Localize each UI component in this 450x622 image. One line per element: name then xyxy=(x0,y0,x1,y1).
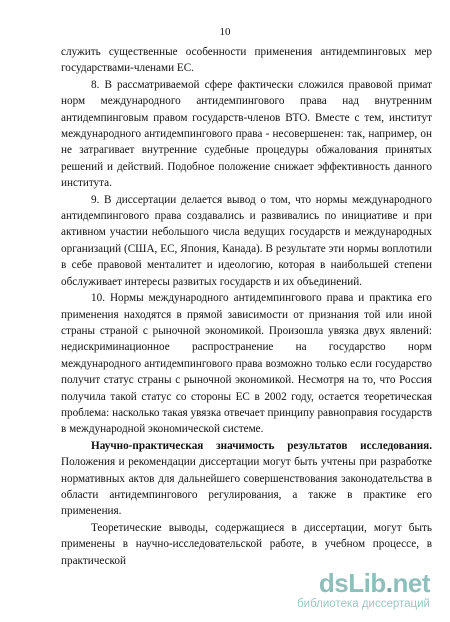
paragraph-5 xyxy=(61,438,432,520)
dslib-watermark xyxy=(255,568,430,614)
paragraph-1: служить существенные особенности применения антидемпинговых мер государствами-членами ЕС. xyxy=(61,46,432,75)
page-number: 10 xyxy=(219,26,231,38)
paragraph-6: Теоретические выводы, содержащиеся в диссертации, могут быть применены в научно-исследовательской работе, в учебном процессе, в практической xyxy=(61,521,432,567)
paragraph-2: 8. В рассматриваемой сфере фактически сложился правовой примат норм международного антидемпингового права над внутренним антидемпинговым правом государств-членов ВТО. Вместе с тем, институт международного антидемпингового права - несовершенен: так, например, он не затрагивает внутренние судебные процедуры обжалования принятых решений и действий. Подобное положение снижает эффективность данного института. xyxy=(61,78,432,190)
dslib-logo: dsLib.net xyxy=(318,568,430,598)
dslib-subtitle: библиотека диссертаций xyxy=(297,598,430,610)
paragraph-4: 10. Нормы международного антидемпингового права и практика его применения находятся в прямой зависимости от признания той или иной страны страной с рыночной экономикой. Произошла увязка двух явлений: недискриминационное распространение на государство норм международного антидемпингового права возможно только если государство получит статус страны с рыночной экономикой. Несмотря на то, что Россия получила такой статус со стороны ЕС в 2002 году, остается теоретическая проблема: насколько такая увязка отвечает принципу равноправия государств в международной экономической системе. xyxy=(61,292,432,436)
paragraph-3: 9. В диссертации делается вывод о том, что нормы международного антидемпингового права создавались и развивались по инициативе и при активном участии небольшого числа ведущих государств и международных организаций (США, ЕС, Япония, Канада). В результате эти нормы воплотили в себе правовой менталитет и идеологию, которая в наибольшей степени обслуживает интересы развитых государств и их объединений. xyxy=(61,193,432,288)
significance-heading: Научно-практическая значимость результатов исследования. xyxy=(91,439,432,452)
document-body xyxy=(61,44,432,569)
paragraph-5-text: Положения и рекомендации диссертации могут быть учтены при разработке нормативных актов для дальнейшего совершенствования законодательства в области антидемпингового регулирования, а также в практике его применения. xyxy=(61,456,432,518)
